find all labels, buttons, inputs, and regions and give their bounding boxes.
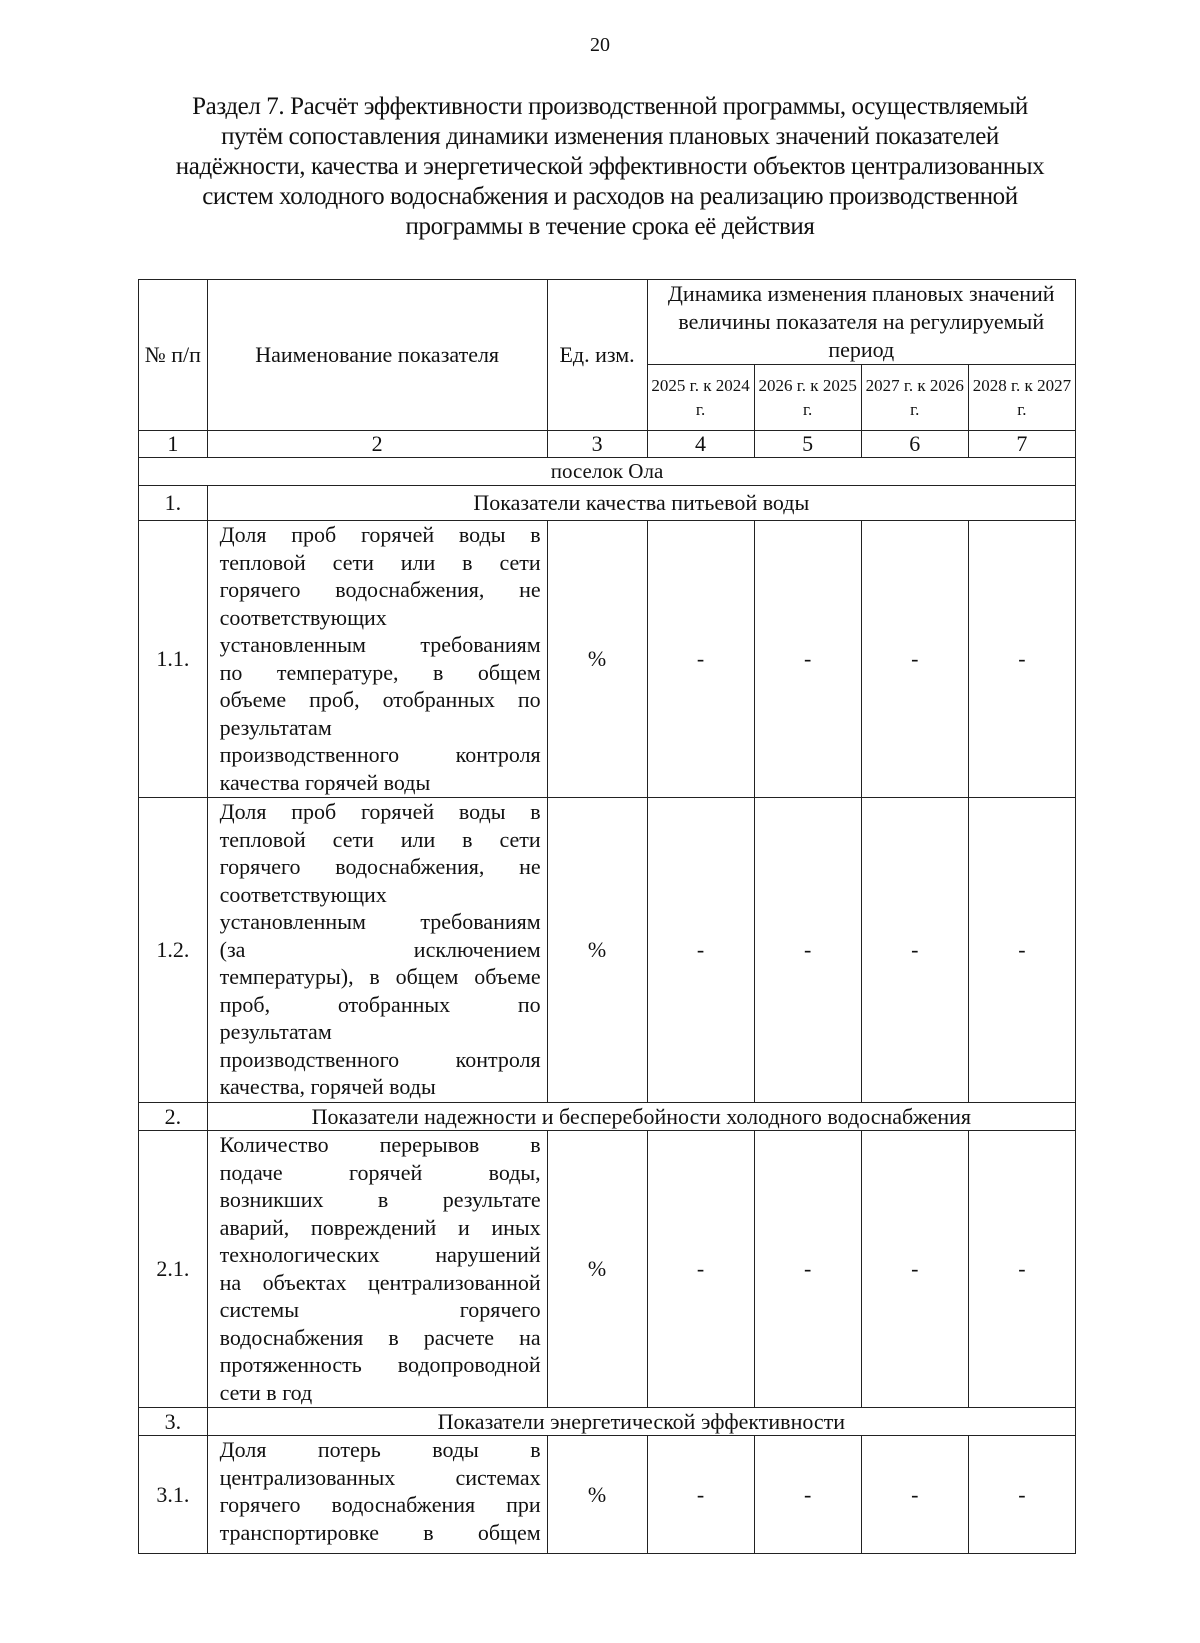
row-value: - [754,798,861,1103]
row-name [207,1131,547,1408]
row-num: 1.1. [139,521,208,798]
settlement-name: поселок Ола [139,458,1076,486]
row-name-line: Доля потерь воды в [219,1437,541,1462]
row-name-line: проб, отобранных по [219,991,541,1017]
header-unit: Ед. изм. [547,280,647,431]
row-name [207,1436,547,1554]
header-num: № п/п [139,280,208,431]
row-name-line: качества, горячей воды [219,1074,436,1099]
column-number: 4 [647,431,754,458]
header-row [139,280,1076,365]
header-year: 2027 г. к 2026 г. [861,365,968,431]
row-value: - [968,798,1075,1103]
title-line: программы в течение срока её действия [405,213,815,240]
column-numbers-row [139,431,1076,458]
row-name-line: протяженность водопроводной [219,1352,541,1377]
row-name-line: качества горячей воды [219,769,431,795]
group-num: 3. [139,1408,208,1436]
row-name-line: горячего водоснабжения, не [219,577,541,602]
row-value: - [861,1436,968,1554]
group-num: 2. [139,1103,208,1131]
group-num: 1. [139,486,208,521]
row-name-line: по температуре, в общем [219,659,541,685]
column-number: 6 [861,431,968,458]
column-number: 2 [207,431,547,458]
column-number: 1 [139,431,208,458]
row-name-line: сети в год [219,1379,313,1405]
row-num: 3.1. [139,1436,208,1554]
row-value: - [861,521,968,798]
row-name-line: транспортировке в общем [219,1519,541,1545]
row-value: - [647,1131,754,1408]
group-title: Показатели качества питьевой воды [207,486,1075,521]
title-line: систем холодного водоснабжения и расходов на реализацию производственной [202,183,1018,210]
row-value: - [754,1131,861,1408]
row-unit: % [547,1131,647,1408]
row-name-line: Количество перерывов в [219,1132,541,1157]
row-name-line: производственного контроля [219,1046,541,1072]
column-number: 7 [968,431,1075,458]
column-number: 3 [547,431,647,458]
table-row [139,1436,1076,1554]
row-value: - [647,1436,754,1554]
row-name-line: на объектах централизованной [219,1269,541,1295]
group-row [139,1103,1076,1131]
row-value: - [968,1131,1075,1408]
row-value: - [647,798,754,1103]
row-name-line: соответствующих [219,604,387,630]
table-row [139,798,1076,1103]
indicators-table [138,279,1076,1554]
group-row [139,486,1076,521]
column-number: 5 [754,431,861,458]
row-name [207,521,547,798]
row-name-line: аварий, повреждений и иных [219,1214,541,1240]
row-name-line: установленным требованиям [219,632,541,657]
row-name-line: установленным требованиям [219,909,541,934]
page-number: 20 [590,34,610,56]
row-name-line: результатам [219,1019,332,1044]
row-name-line: производственного контроля [219,742,541,767]
row-name-line: результатам [219,714,332,740]
row-name-line: централизованных системах [219,1464,541,1490]
row-value: - [861,1131,968,1408]
row-unit: % [547,1436,647,1554]
row-name-line: технологических нарушений [219,1242,541,1267]
row-value: - [968,1436,1075,1554]
header-year: 2028 г. к 2027 г. [968,365,1075,431]
row-name-line: тепловой сети или в сети [219,826,541,852]
row-value: - [647,521,754,798]
table-row [139,1131,1076,1408]
row-num: 1.2. [139,798,208,1103]
row-name-line: Доля проб горячей воды в [219,522,541,547]
row-name-line: горячего водоснабжения при [219,1492,541,1517]
row-name-line: температуры), в общем объеме [219,964,541,989]
row-name-line: подаче горячей воды, [219,1159,541,1185]
title-line: надёжности, качества и энергетической эффективности объектов централизованных [175,153,1045,180]
group-title: Показатели энергетической эффективности [207,1408,1075,1436]
header-dynamics: Динамика изменения плановых значений величины показателя на регулируемый период [647,280,1076,365]
row-num: 2.1. [139,1131,208,1408]
row-name-line: тепловой сети или в сети [219,549,541,575]
settlement-row [139,458,1076,486]
row-name-line: горячего водоснабжения, не [219,854,541,879]
row-value: - [754,521,861,798]
row-unit: % [547,521,647,798]
row-name-line: системы горячего [219,1297,541,1322]
header-year: 2026 г. к 2025 г. [754,365,861,431]
title-line: Раздел 7. Расчёт эффективности производственной программы, осуществляемый [192,93,1028,120]
header-name: Наименование показателя [207,280,547,431]
section-title [140,92,1080,242]
row-name-line: соответствующих [219,881,387,907]
title-line: путём сопоставления динамики изменения плановых значений показателей [221,123,999,150]
row-name-line: возникших в результате [219,1187,541,1212]
header-year: 2025 г. к 2024 г. [647,365,754,431]
row-unit: % [547,798,647,1103]
row-name-line: Доля проб горячей воды в [219,799,541,824]
row-value: - [754,1436,861,1554]
row-name-line: водоснабжения в расчете на [219,1324,541,1350]
group-title: Показатели надежности и бесперебойности холодного водоснабжения [207,1103,1075,1131]
table-row [139,521,1076,798]
row-value: - [968,521,1075,798]
row-name [207,798,547,1103]
row-name-line: объеме проб, отобранных по [219,687,541,712]
row-name-line: (за исключением [219,936,541,962]
row-value: - [861,798,968,1103]
group-row [139,1408,1076,1436]
